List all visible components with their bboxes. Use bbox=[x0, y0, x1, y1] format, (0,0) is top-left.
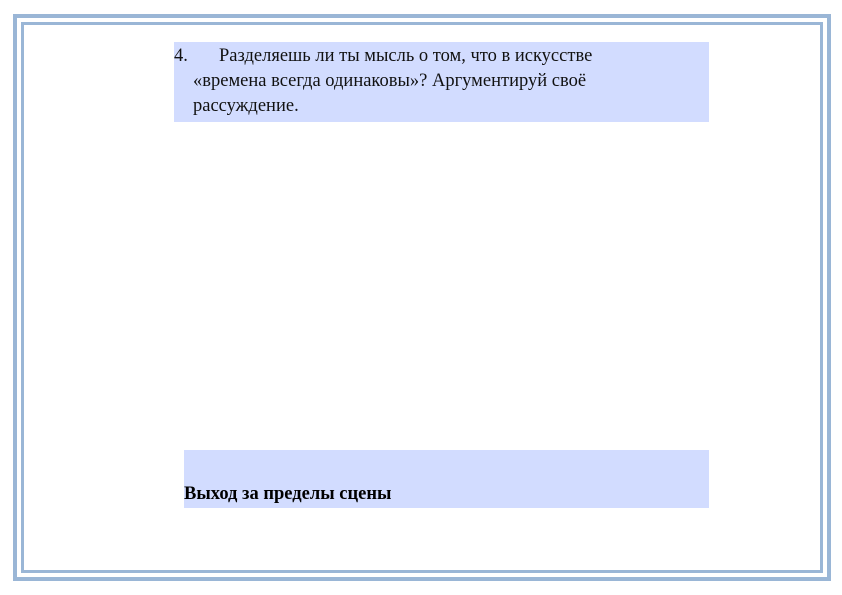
question-line-2: «времена всегда одинаковы»? Аргументируй своё bbox=[193, 71, 587, 91]
question-number: 4. bbox=[174, 46, 188, 66]
question-box bbox=[174, 42, 709, 122]
exit-label: Выход за пределы сцены bbox=[184, 484, 392, 504]
question-text-1: Разделяешь ли ты мысль о том, что в искусстве bbox=[219, 46, 593, 66]
exit-button[interactable] bbox=[184, 450, 709, 508]
question-line-3: рассуждение. bbox=[193, 96, 299, 116]
question-line-1 bbox=[174, 44, 709, 69]
